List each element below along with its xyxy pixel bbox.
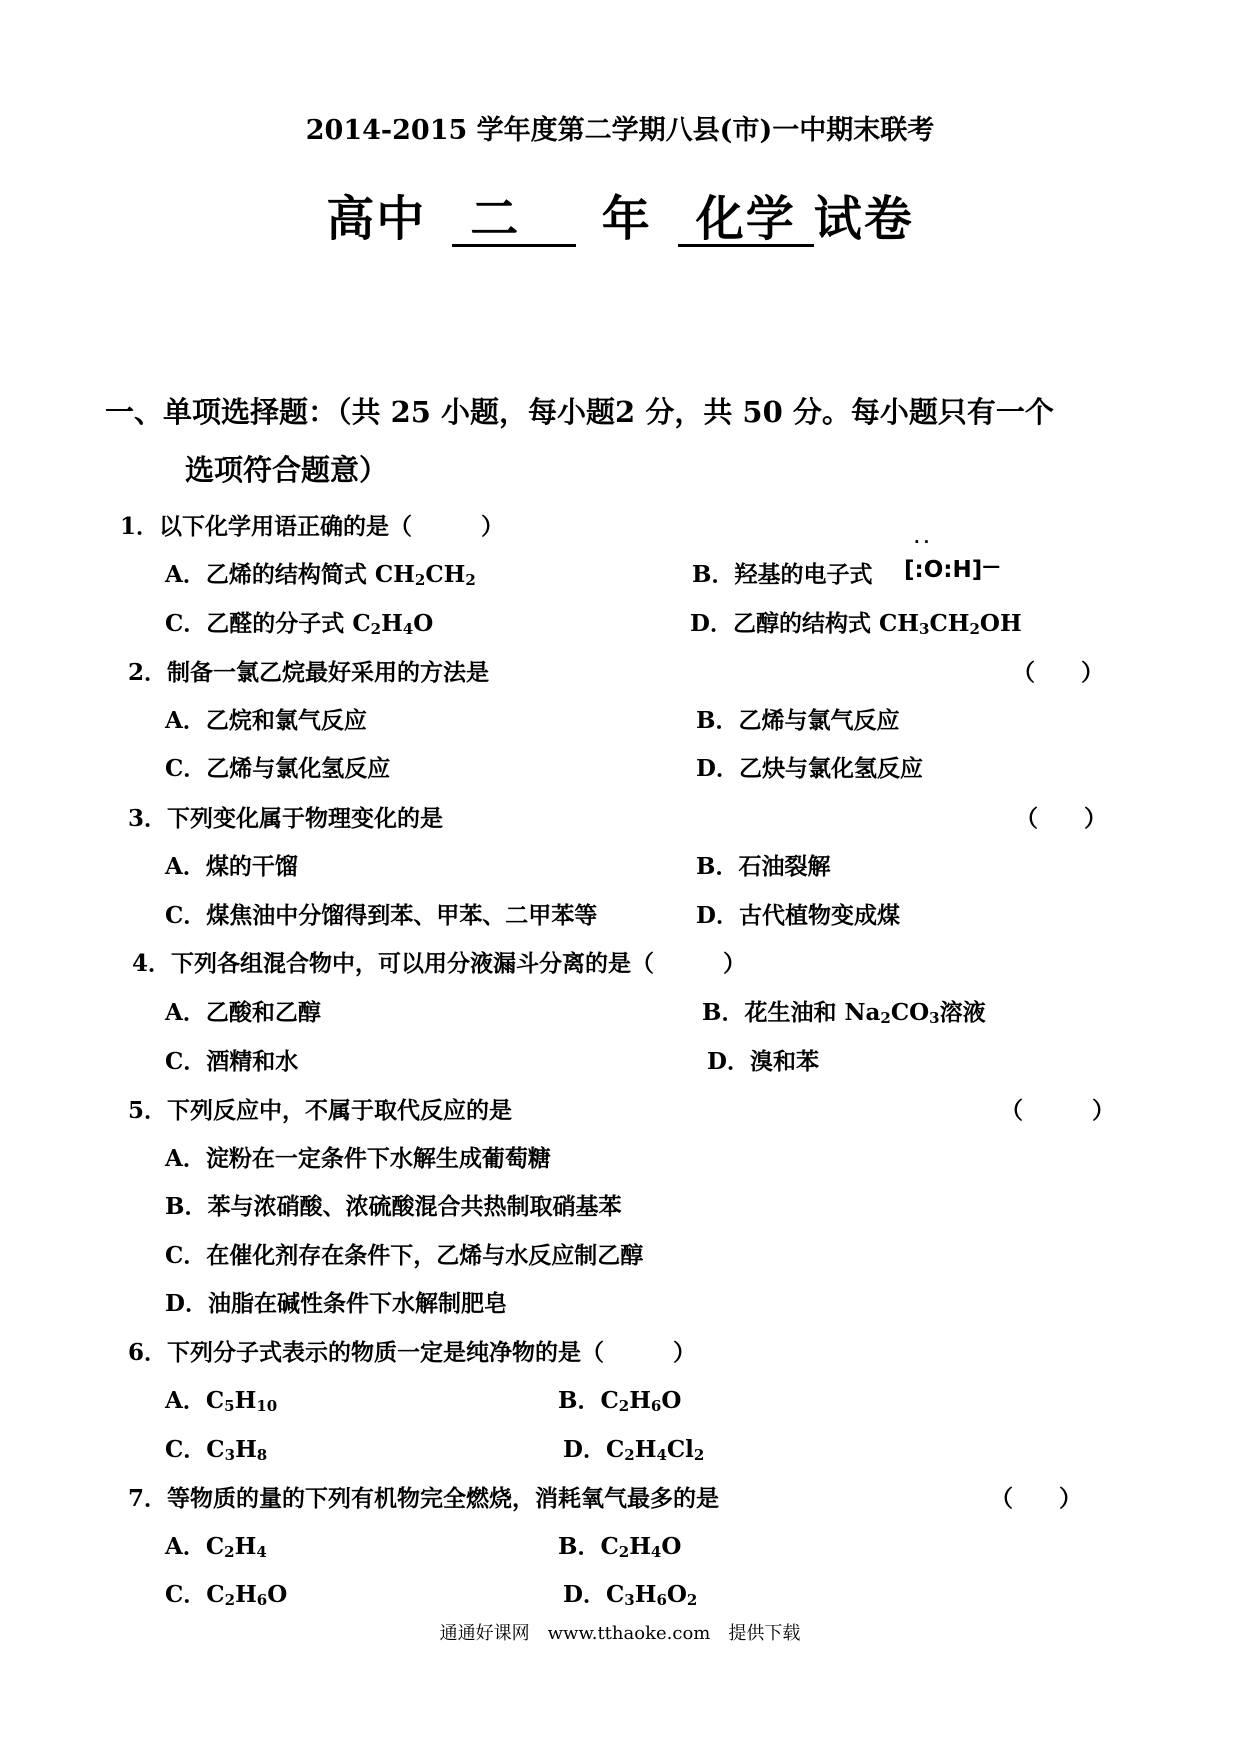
question-2-option-d: D．乙炔与氯化氢反应	[696, 755, 923, 782]
question-2-answer-paren: （ ）	[1012, 659, 1104, 686]
question-5-answer-paren: （ ）	[1000, 1097, 1115, 1124]
question-7-option-c: C．$C_2H_6O$	[165, 1581, 288, 1609]
question-2-option-b: B．乙烯与氯气反应	[696, 707, 900, 734]
question-4-option-a: A．乙酸和乙醇	[165, 999, 321, 1026]
question-6-option-d: D．$C_2H_4Cl_2$	[563, 1436, 705, 1464]
question-1-option-d: D．乙醇的结构式 $CH_3CH_2OH$	[690, 610, 1022, 638]
question-6-option-c: C．$C_3H_8$	[165, 1436, 268, 1464]
question-3-option-b: B．石油裂解	[696, 853, 831, 880]
question-7-option-a: A．$C_2H_4$	[165, 1533, 267, 1561]
question-6-option-b: B．$C_2H_6O$	[558, 1387, 682, 1415]
title-suffix: 试卷	[813, 191, 914, 247]
question-5-stem: 5．下列反应中，不属于取代反应的是	[128, 1097, 513, 1124]
title-grade: 二	[452, 194, 575, 247]
question-3-option-d: D．古代植物变成煤	[696, 902, 900, 929]
question-4-option-b: B．花生油和 $Na_2CO_3$溶液	[702, 999, 986, 1027]
section-heading: 一、单项选择题：（共 25 小题，每小题2 分，共 50 分。每小题只有一个	[105, 395, 1054, 429]
exam-title	[0, 180, 1240, 249]
question-2-option-a: A．乙烷和氯气反应	[165, 707, 367, 734]
question-3-stem: 3．下列变化属于物理变化的是	[128, 805, 444, 832]
question-6-option-a: A．$C_5H_{10}$	[165, 1387, 278, 1415]
question-5-option-c: C．在催化剂存在条件下，乙烯与水反应制乙醇	[165, 1242, 644, 1269]
question-4-option-c: C．酒精和水	[165, 1048, 299, 1075]
download-footer: 通通好课网 www.tthaoke.com 提供下载	[439, 1623, 801, 1644]
question-4-option-d: D．溴和苯	[707, 1048, 819, 1075]
title-year-word: 年	[601, 191, 652, 247]
question-1-stem: 1．以下化学用语正确的是（ ）	[120, 513, 505, 540]
question-5-option-d: D．油脂在碱性条件下水解制肥皂	[165, 1290, 507, 1317]
question-2-option-c: C．乙烯与氯化氢反应	[165, 755, 391, 782]
question-1-option-a: A．乙烯的结构简式 $CH_2CH_2$	[165, 561, 476, 589]
question-7-answer-paren: （ ）	[990, 1485, 1082, 1512]
question-7-stem: 7．等物质的量的下列有机物完全燃烧，消耗氧气最多的是	[128, 1485, 720, 1512]
exam-header: 2014-2015 学年度第二学期八县(市)一中期末联考	[305, 115, 935, 146]
question-5-option-b: B．苯与浓硝酸、浓硫酸混合共热制取硝基苯	[165, 1193, 622, 1220]
question-3-option-c: C．煤焦油中分馏得到苯、甲苯、二甲苯等	[165, 902, 598, 929]
question-1-option-b: B．羟基的电子式	[692, 561, 873, 588]
title-subject: 化学	[678, 194, 814, 247]
question-3-option-a: A．煤的干馏	[165, 853, 298, 880]
question-2-stem: 2．制备一氯乙烷最好采用的方法是	[128, 659, 490, 686]
question-7-option-b: B．$C_2H_4O$	[558, 1533, 682, 1561]
hydroxyl-electron-formula: [:O:H]—	[904, 556, 1001, 583]
section-heading-cont: 选项符合题意）	[185, 453, 389, 487]
title-prefix: 高中	[326, 191, 427, 247]
question-1-option-c: C．乙醛的分子式 $C_2H_4O$	[165, 610, 434, 638]
electron-dots-top: ··	[912, 532, 932, 551]
question-6-stem: 6．下列分子式表示的物质一定是纯净物的是（ ）	[128, 1339, 697, 1366]
question-4-stem: 4．下列各组混合物中，可以用分液漏斗分离的是（ ）	[132, 950, 747, 977]
question-3-answer-paren: （ ）	[1015, 805, 1107, 832]
question-5-option-a: A．淀粉在一定条件下水解生成葡萄糖	[165, 1145, 551, 1172]
question-7-option-d: D．$C_3H_6O_2$	[563, 1581, 698, 1609]
